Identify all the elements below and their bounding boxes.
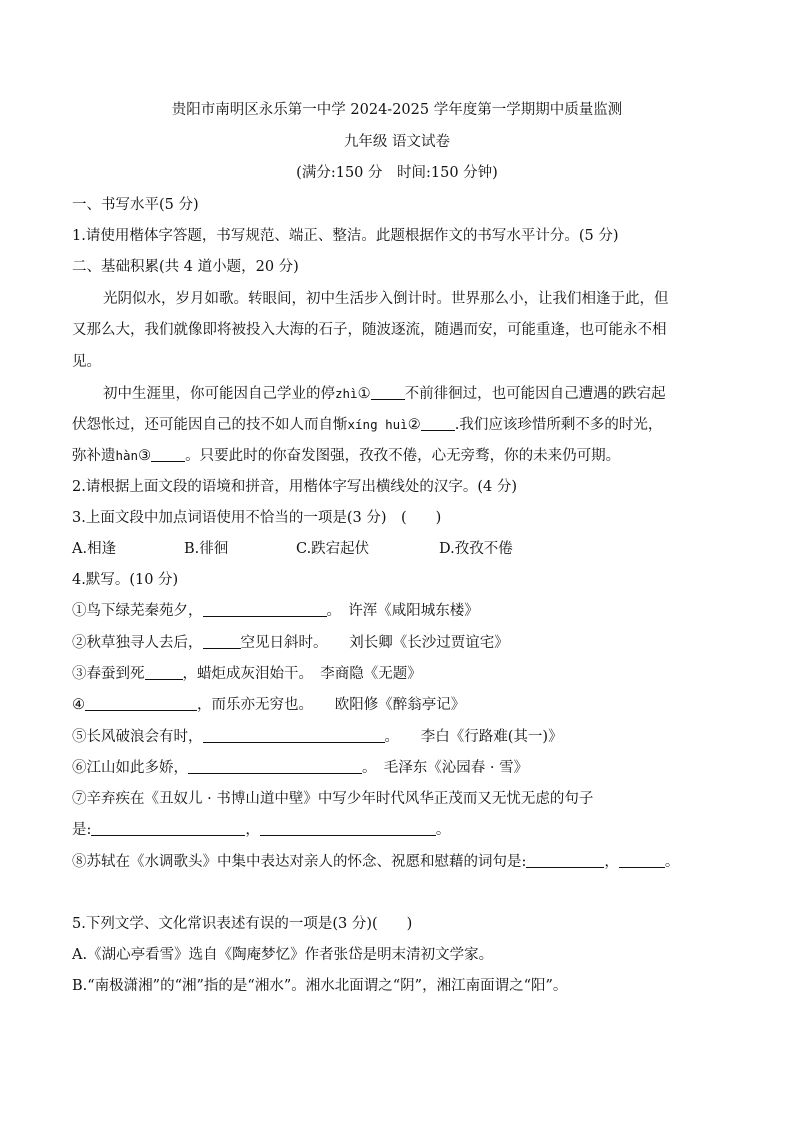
dictation-blank[interactable]	[145, 664, 183, 680]
subject-title: 九年级 语文试卷	[343, 134, 451, 150]
dictation-item: 是: ， 。	[72, 822, 451, 838]
question-5: 5.下列文学、文化常识表述有误的一项是(3 分)( )	[72, 916, 413, 932]
section2-title: 二、基础积累(共 4 道小题，20 分)	[72, 259, 299, 275]
dictation-item: ②秋草独寻人去后， 空见日斜时。 刘长卿《长沙过贾谊宅》	[72, 635, 509, 651]
dictation-blank[interactable]	[203, 601, 327, 617]
answer-blank-3[interactable]	[151, 446, 185, 462]
dictation-item: ③春蚕到死 ，蜡炬成灰泪始干。 李商隐《无题》	[72, 666, 422, 682]
section1-title: 一、书写水平(5 分)	[72, 197, 199, 213]
dictation-item: ⑦辛弃疾在《丑奴儿 · 书博山道中壁》中写少年时代风华正茂而又无忧无虑的句子	[72, 791, 594, 807]
question-5-option-a: A.《湖心亭看雪》选自《陶庵梦忆》作者张岱是明末清初文学家。	[72, 947, 494, 963]
option-d[interactable]: D.孜孜不倦	[439, 541, 513, 557]
question-5-option-b: B.“南极潇湘”的“湘”指的是“湘水”。湘水北面谓之“阴”，湘江南面谓之“阳”。	[72, 978, 568, 994]
option-b[interactable]: B.徘徊	[184, 541, 229, 557]
dictation-item: ⑤长风破浪会有时， 。 李白《行路难(其一)》	[72, 729, 563, 745]
dictation-blank[interactable]	[619, 852, 665, 868]
dictation-blank[interactable]	[85, 695, 197, 711]
dictation-blank[interactable]	[203, 727, 385, 743]
question-3: 3.上面文段中加点词语使用不恰当的一项是(3 分) ( )	[72, 510, 442, 526]
answer-blank-2[interactable]	[421, 415, 455, 431]
passage-line: 见。	[72, 354, 101, 370]
dictation-blank[interactable]	[203, 633, 241, 649]
question-3-options	[72, 539, 513, 559]
passage-line: 初中生涯里，你可能因自己学业的停zhì① 不前徘徊过，也可能因自己遭遇的跌宕起	[103, 386, 666, 402]
dictation-blank[interactable]	[260, 820, 436, 836]
option-a[interactable]: A.相逢	[72, 541, 117, 557]
question-1: 1.请使用楷体字答题，书写规范、端正、整洁。此题根据作文的书写水平计分。(5 分)	[72, 228, 619, 244]
question-2: 2.请根据上面文段的语境和拼音，用楷体字写出横线处的汉字。(4 分)	[72, 479, 517, 495]
exam-info: (满分:150 分 时间:150 分钟)	[296, 165, 498, 181]
dictation-item: ④ ，而乐亦无穷也。 欧阳修《醉翁亭记》	[72, 697, 466, 713]
passage-line: 光阴似水，岁月如歌。转眼间，初中生活步入倒计时。世界那么小，让我们相逢于此，但	[103, 291, 669, 307]
school-title: 贵阳市南明区永乐第一中学 2024-2025 学年度第一学期期中质量监测	[171, 102, 623, 118]
dictation-blank[interactable]	[91, 820, 245, 836]
question-4: 4.默写。(10 分)	[72, 572, 179, 588]
option-c[interactable]: C.跌宕起伏	[296, 541, 370, 557]
passage-line: 伏怨怅过，还可能因自己的技不如人而自惭xíng huì② .我们应该珍惜所剩不多的时光，	[72, 417, 663, 433]
pinyin: zhì	[335, 386, 358, 401]
pinyin: xíng huì	[347, 417, 408, 432]
dictation-item: ⑧苏轼在《水调歌头》中集中表达对亲人的怀念、祝愿和慰藉的词句是: ， 。	[72, 854, 680, 870]
dictation-item: ⑥江山如此多娇， 。 毛泽东《沁园春 · 雪》	[72, 760, 529, 776]
dictation-blank[interactable]	[188, 758, 362, 774]
passage-line: 弥补遗hàn③ 。只要此时的你奋发图强，孜孜不倦，心无旁骛，你的未来仍可期。	[72, 448, 621, 464]
dictation-blank[interactable]	[526, 852, 604, 868]
passage-line: 又那么大，我们就像即将被投入大海的石子，随波逐流，随遇而安，可能重逢，也可能永不相	[72, 322, 667, 338]
dictation-item: ①鸟下绿芜秦苑夕， 。 许浑《咸阳城东楼》	[72, 603, 479, 619]
pinyin: hàn	[115, 448, 139, 463]
answer-blank-1[interactable]	[371, 384, 405, 400]
